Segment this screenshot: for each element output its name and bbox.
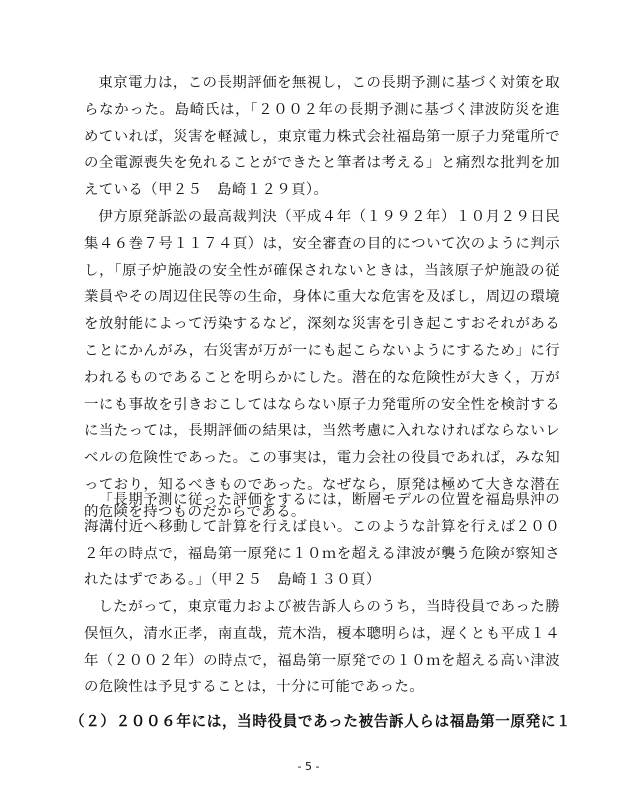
paragraph-4: したがって，東京電力および被告訴人らのうち，当時役員であった勝俣恒久，清水正孝，南直哉，荒木浩，榎本聰明らは，遅くとも平成１４年（２００２年）の時点で，福島第一原発での１０ｍを超える高い津波の危険性は予見することは，十分に可能であった。 [84, 599, 560, 696]
paragraph-1: 東京電力は，この長期評価を無視し，この長期予測に基づく対策を取らなかった。島崎氏は，「２００２年の長期予測に基づく津波防災を進めていれば，災害を軽減し，東京電力株式会社福島第一原子力発電所での全電源喪失を免れることができたと筆者は考える」と痛烈な批判を加えている（甲２５ 島崎１２９頁）。 [84, 75, 560, 199]
paragraph-3-quote: 「長期予測に従った評価をするには，断層モデルの位置を福島県沖の海溝付近へ移動して計算を行えば良い。このような計算を行えば２００２年の時点で，福島第一原発に１０ｍを超える津波が襲う危険が察知されたはずである。」（甲２５ 島崎１３０頁） [84, 492, 560, 589]
page-number: - 5 - [297, 760, 320, 773]
paragraph-2: 伊方原発訴訟の最高裁判決（平成４年（１９９２年）１０月２９日民集４６巻７号１１７４頁）は，安全審査の目的について次のように判示し，「原子炉施設の安全性が確保されないときは，当該原子炉施設の従業員やその周辺住民等の生命，身体に重大な危害を及ぼし，周辺の環境を放射能によって汚染するなど，深刻な災害を引き起こすおそれがあることにかんがみ，右災害が万が一にも起こらないようにするため」に行われるものであることを明らかにした。潜在的な危険性が大きく，万が一にも事故を引きおこしてはならない原子力発電所の安全性を検討するに当たっては，長期評価の結果は，当然考慮に入れなければならないレベルの危険性であった。この事実は，電力会社の役員であれば，みな知っており，知るべきものであった。なぜなら，原発は極めて大きな潜在的危険を持つものだからである。 [84, 209, 560, 520]
section-heading: （２）２００６年には，当時役員であった被告訴人らは福島第一原発に１ [70, 713, 572, 730]
